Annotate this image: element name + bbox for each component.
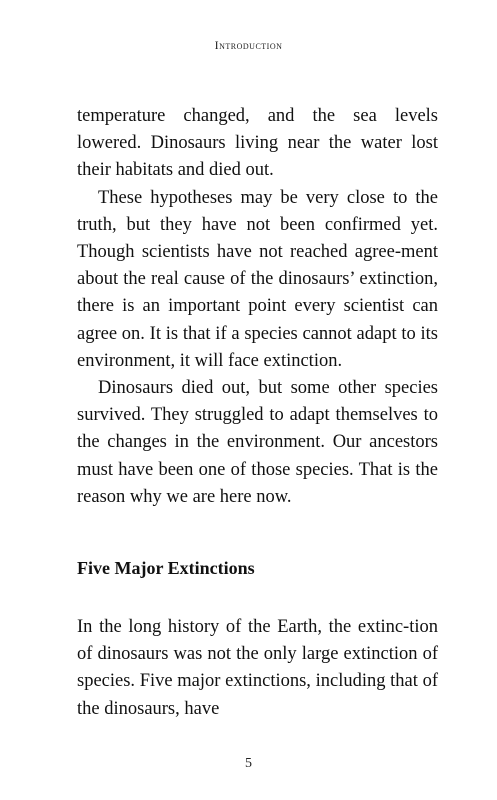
section-heading: Five Major Extinctions (77, 558, 255, 579)
page-number: 5 (245, 756, 252, 771)
paragraph-hypotheses: These hypotheses may be very close to the truth, but they have not been confirmed yet. Though scientists have not reached agree-ment about the real cause of the dinosaurs’ extinction, there is an important point every scientist can agree on. It is that if a species cannot adapt to its environment, it will face extinction. (77, 187, 438, 371)
running-head: Introduction (214, 38, 283, 52)
paragraph-continuation: temperature changed, and the sea levels lowered. Dinosaurs living near the water lost their habitats and died out. (77, 106, 438, 181)
body-text (77, 103, 438, 723)
paragraph-major-extinctions: In the long history of the Earth, the extinc-tion of dinosaurs was not the only large extinction of species. Five major extinctions, including that of the dinosaurs, have (77, 617, 438, 719)
paragraph-survival: Dinosaurs died out, but some other species survived. They struggled to adapt themselves to the changes in the environment. Our ancestors must have been one of those species. That is the reason why we are here now. (77, 378, 438, 507)
